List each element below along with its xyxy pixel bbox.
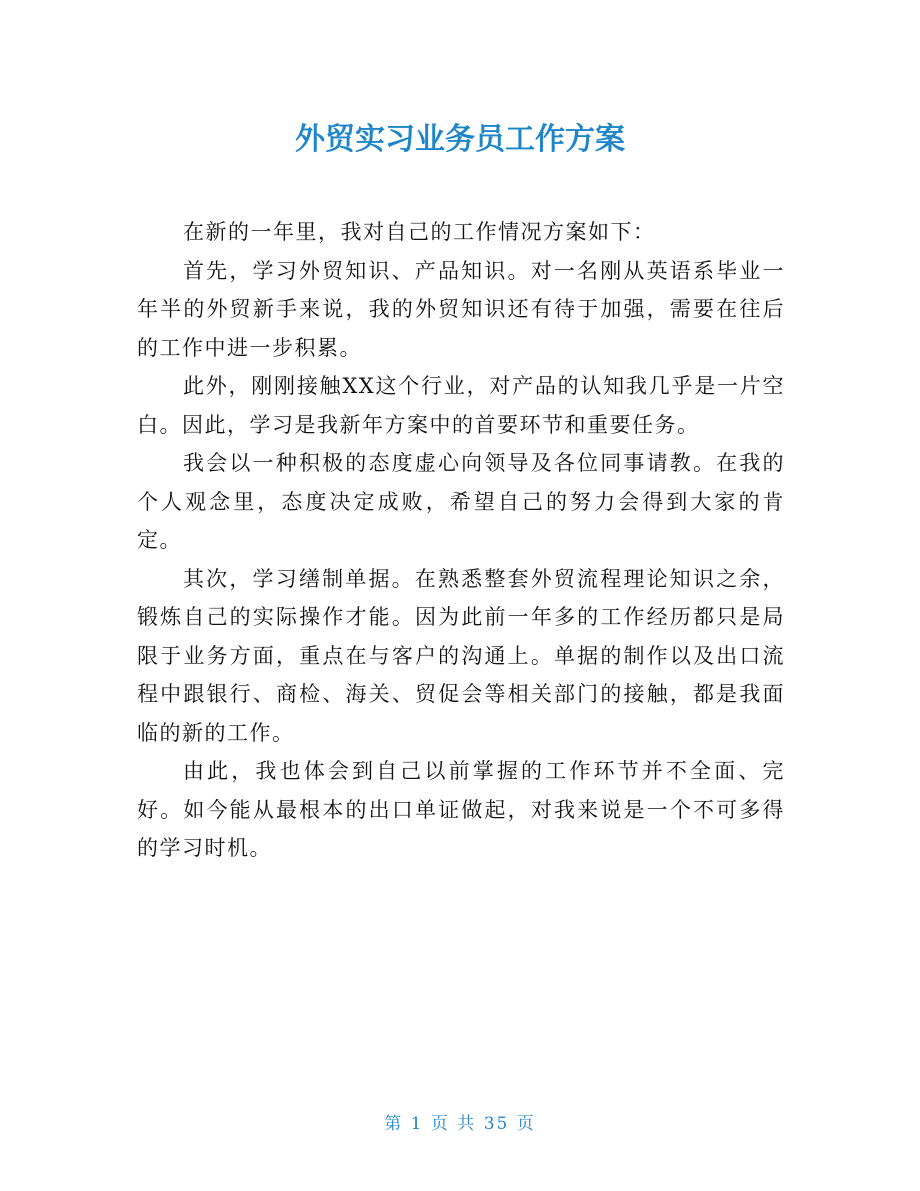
page-number-footer [0,1112,920,1136]
page-label-suffix: 页 [516,1114,536,1134]
document-title: 外贸实习业务员工作方案 [295,122,625,157]
body-paragraph: 其次，学习缮制单据。在熟悉整套外贸流程理论知识之余，锻炼自己的实际操作才能。因为此前一年多的工作经历都只是局限于业务方面，重点在与客户的沟通上。单据的制作以及出口流程中跟银行、商检、海关、贸促会等相关部门的接触，都是我面临的新的工作。 [137,566,785,745]
page-label-mid: 页 共 [430,1114,477,1134]
body-paragraph: 首先，学习外贸知识、产品知识。对一名刚从英语系毕业一年半的外贸新手来说，我的外贸知识还有待于加强，需要在往后的工作中进一步积累。 [137,258,785,360]
document-body [137,213,785,868]
page-label-prefix: 第 [384,1114,404,1134]
body-paragraph: 我会以一种积极的态度虚心向领导及各位同事请教。在我的个人观念里，态度决定成败，希望自己的努力会得到大家的肯定。 [137,451,785,552]
body-paragraph: 此外，刚刚接触XX这个行业，对产品的认知我几乎是一片空白。因此，学习是我新年方案中的首要环节和重要任务。 [137,374,785,437]
total-pages-number: 35 [483,1114,510,1134]
body-paragraph: 在新的一年里，我对自己的工作情况方案如下： [183,220,656,244]
current-page-number: 1 [410,1114,424,1134]
body-paragraph: 由此，我也体会到自己以前掌握的工作环节并不全面、完好。如今能从最根本的出口单证做起，对我来说是一个不可多得的学习时机。 [137,759,785,860]
